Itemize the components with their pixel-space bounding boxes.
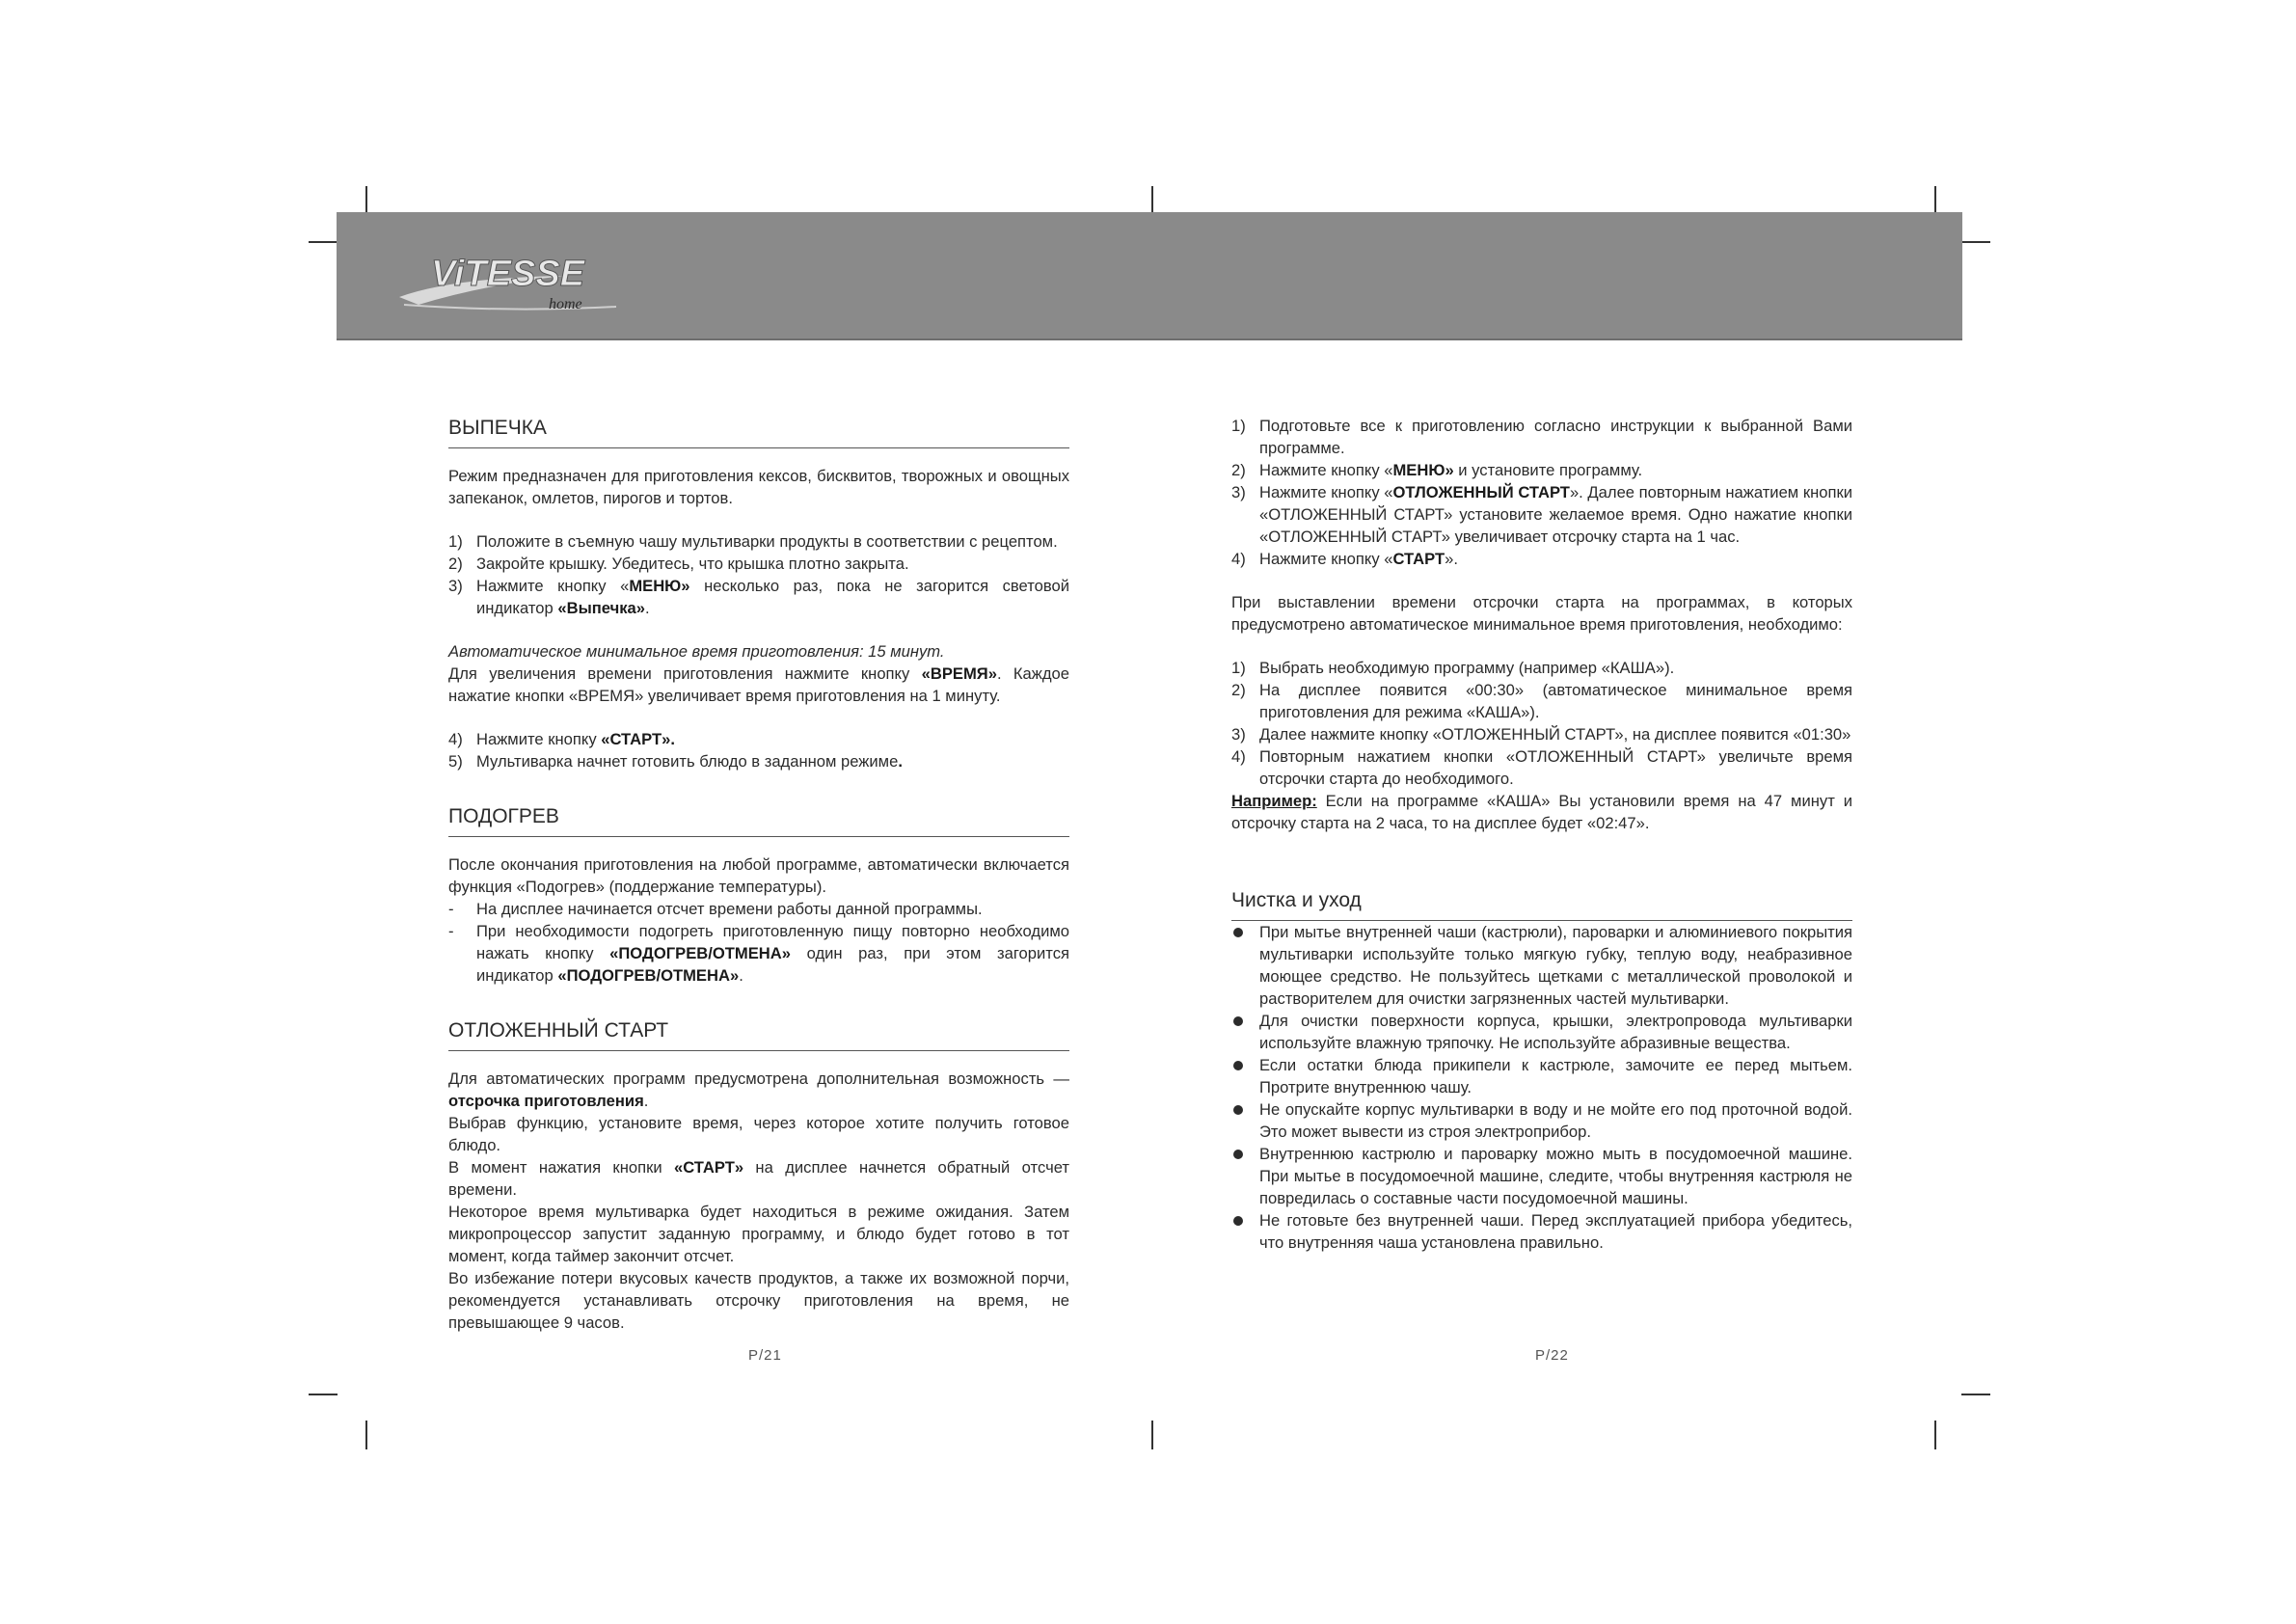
list-item: 2) Закройте крышку. Убедитесь, что крышка плотно закрыта. bbox=[448, 555, 909, 573]
list-item: 5) Мультиварка начнет готовить блюдо в заданном режиме. bbox=[448, 752, 903, 771]
baking-steps bbox=[448, 530, 1069, 619]
list-item: - На дисплее начинается отсчет времени работы данной программы. bbox=[448, 900, 983, 918]
left-page bbox=[448, 415, 1069, 1334]
delayed-steps bbox=[1231, 415, 1852, 570]
page-number-left: P/21 bbox=[748, 1347, 782, 1364]
bullet-icon bbox=[1233, 1061, 1243, 1070]
delayed-p5: Во избежание потери вкусовых качеств продуктов, а также их возможной порчи, рекомендуется устанавливать отсрочку приготовления на время, не превышающее 9 часов. bbox=[448, 1269, 1069, 1332]
crop-mark bbox=[309, 1394, 338, 1395]
section-title-care: Чистка и уход bbox=[1231, 887, 1852, 921]
header-band bbox=[337, 212, 1962, 340]
delayed-steps-2 bbox=[1231, 657, 1852, 790]
logo-subtext: home bbox=[549, 296, 582, 312]
list-item: Для очистки поверхности корпуса, крышки, электропровода мультиварки используйте влажную тряпочку. Не используйте абразивные вещества. bbox=[1231, 1010, 1852, 1054]
delayed-p1: Для автоматических программ предусмотрена дополнительная возможность — отсрочка приготовления. bbox=[448, 1069, 1069, 1110]
list-item: 2) Нажмите кнопку «МЕНЮ» и установите программу. bbox=[1231, 461, 1643, 479]
care-items bbox=[1231, 921, 1852, 1254]
section-title-warming: ПОДОГРЕВ bbox=[448, 803, 1069, 837]
increase-time-note: Для увеличения времени приготовления нажмите кнопку «ВРЕМЯ». Каждое нажатие кнопки «ВРЕМЯ» увеличивает время приготовления на 1 минуту. bbox=[448, 664, 1069, 705]
crop-mark bbox=[365, 186, 367, 215]
list-item: 4) Нажмите кнопку «СТАРТ». bbox=[1231, 550, 1458, 568]
bullet-icon bbox=[1233, 1105, 1243, 1115]
auto-time-note: Автоматическое минимальное время приготовления: 15 минут. bbox=[448, 642, 945, 661]
section-title-baking: ВЫПЕЧКА bbox=[448, 415, 1069, 448]
crop-mark bbox=[365, 1421, 367, 1449]
logo-text: ViTESSE bbox=[431, 254, 585, 294]
vitesse-logo bbox=[394, 249, 635, 316]
list-item: При мытье внутренней чаши (кастрюли), пароварки и алюминиевого покрытия мультиварки используйте только мягкую губку, теплую воду, неабразивное моющее средство. Не пользуйтесь щетками с металлической проволокой и растворителем для очистки загрязненных частей мультиварки. bbox=[1231, 921, 1852, 1010]
delayed-p2: Выбрав функцию, установите время, через которое хотите получить готовое блюдо. bbox=[448, 1114, 1069, 1154]
baking-intro: Режим предназначен для приготовления кексов, бисквитов, творожных и овощных запеканок, омлетов, пирогов и тортов. bbox=[448, 467, 1069, 507]
list-item: Не опускайте корпус мультиварки в воду и не мойте его под проточной водой. Это может вывести из строя электроприбор. bbox=[1231, 1098, 1852, 1143]
warming-intro: После окончания приготовления на любой программе, автоматически включается функция «Подогрев» (поддержание температуры). bbox=[448, 855, 1069, 896]
baking-steps-2 bbox=[448, 728, 1069, 772]
list-item: 4) Повторным нажатием кнопки «ОТЛОЖЕННЫЙ СТАРТ» увеличьте время отсрочки старта до необходимого. bbox=[1231, 747, 1852, 788]
crop-mark bbox=[309, 241, 338, 243]
list-item: Внутреннюю кастрюлю и пароварку можно мыть в посудомоечной машине. При мытье в посудомоечной машине, следите, чтобы внутренняя кастрюля не повредилась о составные части посудомоечной машины. bbox=[1231, 1143, 1852, 1209]
list-item: 1) Положите в съемную чашу мультиварки продукты в соответствии с рецептом. bbox=[448, 532, 1058, 551]
right-page bbox=[1231, 415, 1852, 1254]
list-item: 2) На дисплее появится «00:30» (автоматическое минимальное время приготовления для режима «КАША»). bbox=[1231, 681, 1852, 721]
list-item: 3) Нажмите кнопку «ОТЛОЖЕННЫЙ СТАРТ». Далее повторным нажатием кнопки «ОТЛОЖЕННЫЙ СТАРТ» установите желаемое время. Одно нажатие кнопки «ОТЛОЖЕННЫЙ СТАРТ» увеличивает отсрочку старта на 1 час. bbox=[1231, 483, 1853, 546]
crop-mark bbox=[1934, 1421, 1936, 1449]
list-item: Если остатки блюда прикипели к кастрюле, замочите ее перед мытьем. Протрите внутреннюю чашу. bbox=[1231, 1054, 1852, 1098]
crop-mark bbox=[1961, 241, 1990, 243]
list-item: - При необходимости подогреть приготовленную пищу повторно необходимо нажать кнопку «ПОДОГРЕВ/ОТМЕНА» один раз, при этом загорится индикатор «ПОДОГРЕВ/ОТМЕНА». bbox=[448, 922, 1069, 985]
delayed-p3: В момент нажатия кнопки «СТАРТ» на дисплее начнется обратный отсчет времени. bbox=[448, 1158, 1069, 1199]
list-item: 3) Нажмите кнопку «МЕНЮ» несколько раз, пока не загорится световой индикатор «Выпечка». bbox=[448, 577, 1069, 617]
list-item: 1) Выбрать необходимую программу (например «КАША»). bbox=[1231, 659, 1675, 677]
crop-mark bbox=[1151, 1421, 1153, 1449]
bullet-icon bbox=[1233, 1016, 1243, 1026]
warming-items bbox=[448, 898, 1069, 987]
page-number-right: P/22 bbox=[1535, 1347, 1569, 1364]
example-note: Например: Если на программе «КАША» Вы установили время на 47 минут и отсрочку старта на 2 часа, то на дисплее будет «02:47». bbox=[1231, 792, 1852, 832]
crop-mark bbox=[1934, 186, 1936, 215]
bullet-icon bbox=[1233, 1150, 1243, 1159]
list-item: 3) Далее нажмите кнопку «ОТЛОЖЕННЫЙ СТАРТ», на дисплее появится «01:30» bbox=[1231, 725, 1851, 744]
delayed-note: При выставлении времени отсрочки старта на программах, в которых предусмотрено автоматическое минимальное время приготовления, необходимо: bbox=[1231, 593, 1852, 634]
list-item: Не готовьте без внутренней чаши. Перед эксплуатацией прибора убедитесь, что внутренняя чаша установлена правильно. bbox=[1231, 1209, 1852, 1254]
list-item: 4) Нажмите кнопку «СТАРТ». bbox=[448, 730, 675, 748]
crop-mark bbox=[1961, 1394, 1990, 1395]
crop-mark bbox=[1151, 186, 1153, 215]
delayed-p4: Некоторое время мультиварка будет находиться в режиме ожидания. Затем микропроцессор запустит заданную программу, и блюдо будет готово в тот момент, когда таймер закончит отсчет. bbox=[448, 1203, 1069, 1265]
section-title-delayed-start: ОТЛОЖЕННЫЙ СТАРТ bbox=[448, 1017, 1069, 1051]
list-item: 1) Подготовьте все к приготовлению согласно инструкции к выбранной Вами программе. bbox=[1231, 417, 1852, 457]
bullet-icon bbox=[1233, 928, 1243, 937]
bullet-icon bbox=[1233, 1216, 1243, 1226]
